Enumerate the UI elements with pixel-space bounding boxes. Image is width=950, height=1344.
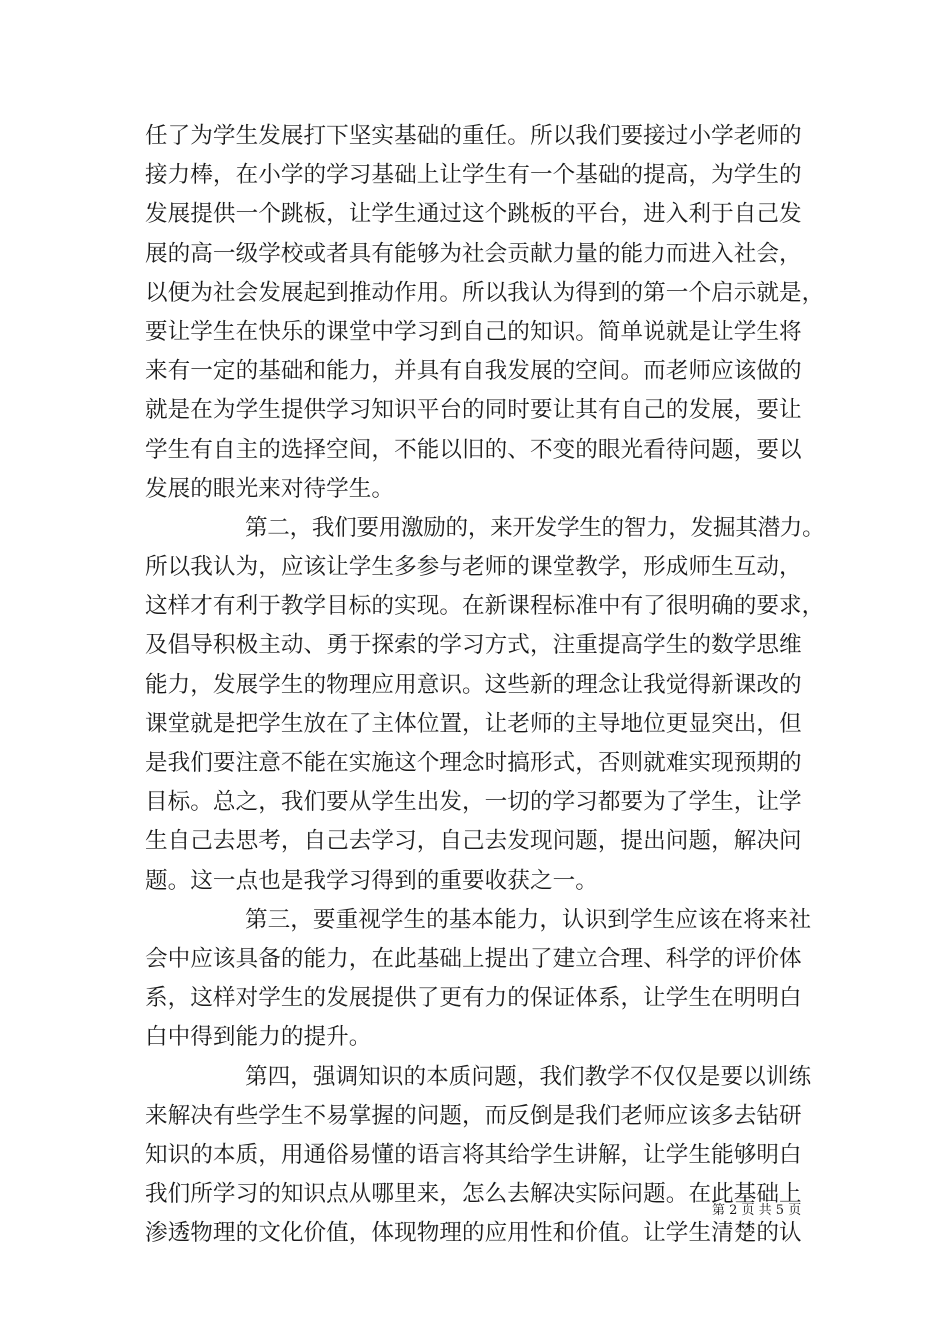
text-line: 第二，我们要用激励的，来开发学生的智力，发掘其潜力。	[245, 514, 825, 541]
paragraph	[145, 901, 825, 1058]
text-line: 以便为社会发展起到推动作用。所以我认为得到的第一个启示就是，	[145, 279, 825, 306]
text-line: 系，这样对学生的发展提供了更有力的保证体系，让学生在明明白	[145, 985, 802, 1012]
paragraph	[145, 509, 825, 901]
text-line: 课堂就是把学生放在了主体位置，让老师的主导地位更显突出，但	[145, 710, 802, 737]
text-line: 白中得到能力的提升。	[145, 1024, 372, 1051]
text-line: 及倡导积极主动、勇于探索的学习方式，注重提高学生的数学思维	[145, 632, 802, 659]
document-body	[145, 117, 825, 1253]
page-number-footer: 第 2 页 共 5 页	[712, 1203, 802, 1218]
text-line: 所以我认为，应该让学生多参与老师的课堂教学，形成师生互动，	[145, 554, 802, 581]
text-line: 题。这一点也是我学习得到的重要收获之一。	[145, 867, 598, 894]
text-line: 目标。总之，我们要从学生出发，一切的学习都要为了学生，让学	[145, 789, 802, 816]
paragraph	[145, 1058, 825, 1254]
text-line: 生自己去思考，自己去学习，自己去发现问题，提出问题，解决问	[145, 828, 802, 855]
text-line: 发展提供一个跳板，让学生通过这个跳板的平台，进入利于自己发	[145, 201, 802, 228]
text-line: 展的高一级学校或者具有能够为社会贡献力量的能力而进入社会，	[145, 240, 802, 267]
text-line: 第三，要重视学生的基本能力，认识到学生应该在将来社	[245, 906, 812, 933]
text-line: 接力棒，在小学的学习基础上让学生有一个基础的提高，为学生的	[145, 162, 802, 189]
paragraph	[145, 117, 825, 509]
text-line: 是我们要注意不能在实施这个理念时搞形式，否则就难实现预期的	[145, 750, 802, 776]
text-line: 发展的眼光来对待学生。	[145, 475, 395, 502]
text-line: 我们所学习的知识点从哪里来，怎么去解决实际问题。在此基础上	[145, 1181, 802, 1208]
text-line: 任了为学生发展打下坚实基础的重任。所以我们要接过小学老师的	[145, 123, 802, 149]
text-line: 学生有自主的选择空间，不能以旧的、不变的眼光看待问题，要以	[145, 436, 802, 463]
text-line: 渗透物理的文化价值，体现物理的应用性和价值。让学生清楚的认	[145, 1220, 802, 1247]
text-line: 就是在为学生提供学习知识平台的同时要让其有自己的发展，要让	[145, 397, 802, 424]
text-line: 知识的本质，用通俗易懂的语言将其给学生讲解，让学生能够明白	[145, 1141, 802, 1168]
text-line: 来有一定的基础和能力，并具有自我发展的空间。而老师应该做的	[145, 358, 802, 385]
text-line: 能力，发展学生的物理应用意识。这些新的理念让我觉得新课改的	[145, 671, 802, 698]
text-line: 第四，强调知识的本质问题，我们教学不仅仅是要以训练	[245, 1063, 812, 1090]
text-line: 来解决有些学生不易掌握的问题，而反倒是我们老师应该多去钻研	[145, 1102, 802, 1129]
text-line: 会中应该具备的能力，在此基础上提出了建立合理、科学的评价体	[145, 945, 802, 972]
text-line: 这样才有利于教学目标的实现。在新课程标准中有了很明确的要求，	[145, 593, 825, 620]
text-line: 要让学生在快乐的课堂中学习到自己的知识。简单说就是让学生将	[145, 318, 802, 345]
